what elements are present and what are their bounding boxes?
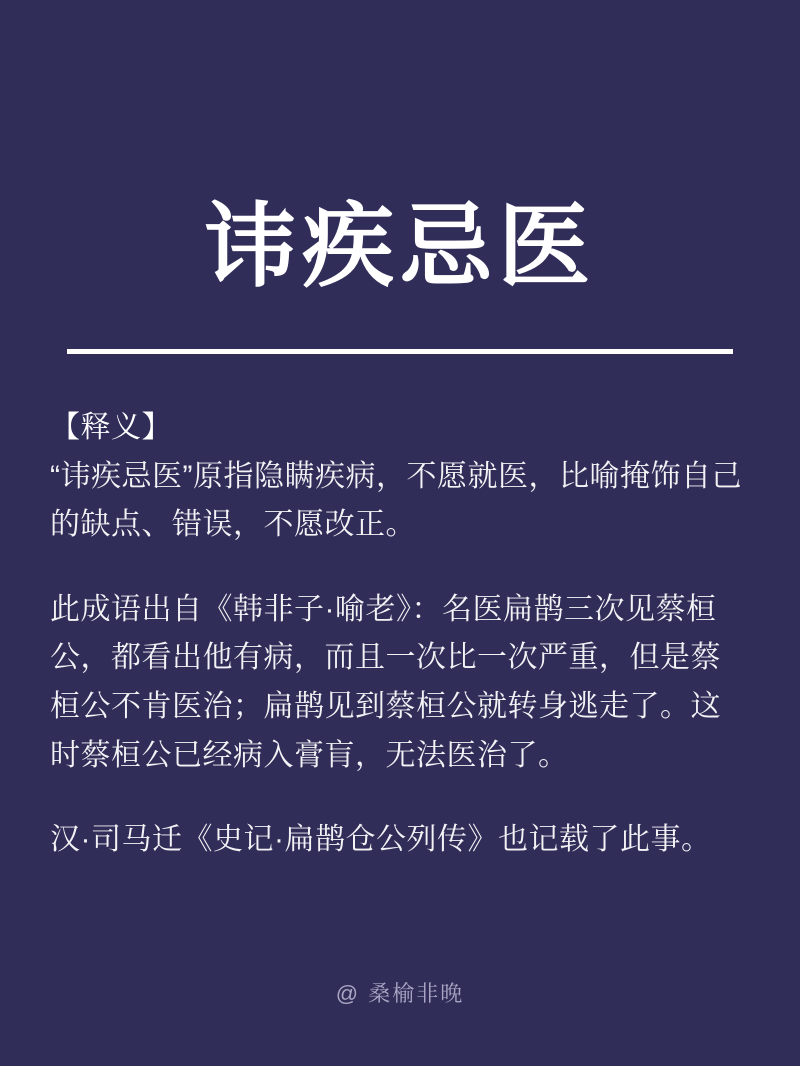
page-title: 讳疾忌医 bbox=[203, 196, 596, 298]
reference-paragraph: 汉·司马迁《史记·扁鹊仓公列传》也记载了此事。 bbox=[50, 823, 712, 857]
watermark: @ 桑榆非晚 bbox=[335, 981, 465, 1006]
origin-paragraph: 此成语出自《韩非子·喻老》：名医扁鹊三次见蔡桓公，都看出他有病，而且一次比一次严重，但是蔡桓公不肯医治；扁鹊见到蔡桓公就转身逃走了。这时蔡桓公已经病入膏肓，无法医治了。 bbox=[50, 592, 721, 772]
definition-paragraph: “讳疾忌医”原指隐瞒疾病，不愿就医，比喻掩饰自己的缺点、错误，不愿改正。 bbox=[50, 459, 742, 542]
section-label-definition: 【释义】 bbox=[50, 411, 172, 445]
content-body bbox=[50, 404, 750, 865]
title-divider bbox=[67, 349, 733, 354]
